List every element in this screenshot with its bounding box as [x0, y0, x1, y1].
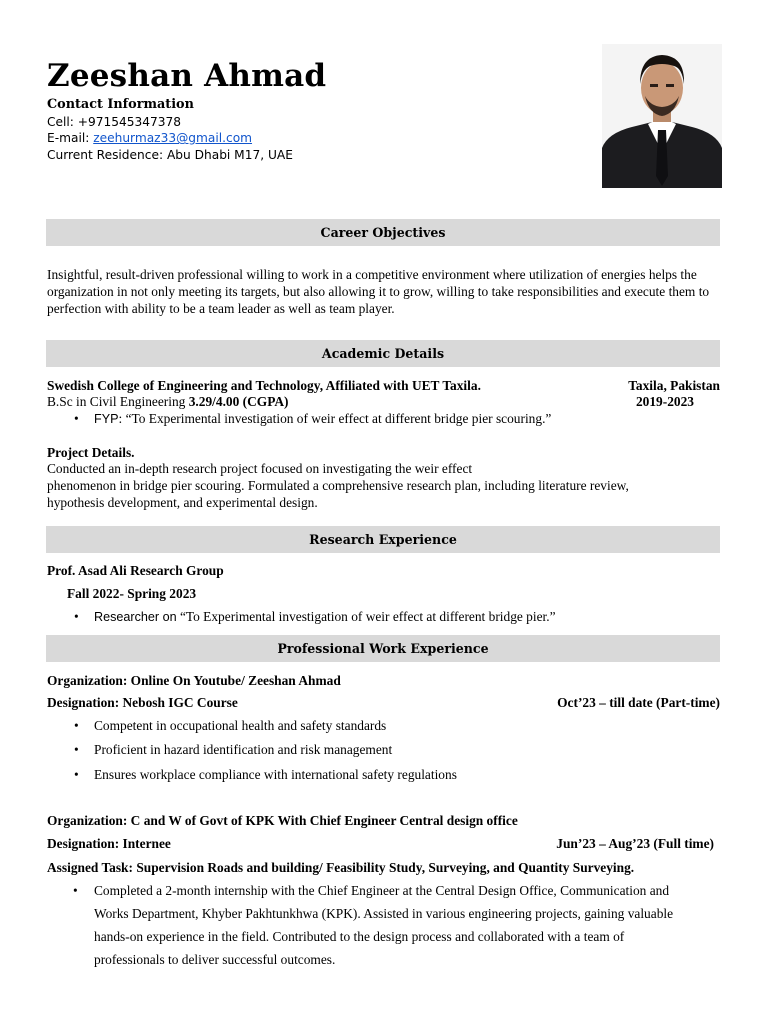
bullet-icon: • [74, 767, 79, 782]
research-group: Prof. Asad Ali Research Group [47, 563, 224, 578]
project-heading: Project Details. [47, 445, 135, 460]
research-role-item [74, 609, 556, 625]
candidate-name: Zeeshan Ahmad [47, 58, 327, 94]
bullet-icon: • [74, 609, 79, 624]
job1-organization: Organization: Online On Youtube/ Zeeshan Ahmad [47, 673, 341, 688]
cell-number: Cell: +971545347378 [47, 114, 182, 129]
job2-bullet-line: Works Department, Khyber Pakhtunkhwa (KPK). Assisted in various engineering projects, gaining valuable [94, 906, 674, 921]
job2-bullet [73, 879, 720, 971]
job2-organization: Organization: C and W of Govt of KPK With Chief Engineer Central design office [47, 813, 518, 828]
email-line [47, 130, 293, 147]
job2-task: Assigned Task: Supervision Roads and building/ Feasibility Study, Surveying, and Quantity Surveying. [47, 860, 635, 875]
job2-bullet-line: hands-on experience in the field. Contributed to the design process and collaborated with a team of [94, 929, 625, 944]
job1-bullet-text: Ensures workplace compliance with international safety regulations [94, 767, 457, 782]
bullet-icon: • [74, 411, 79, 426]
fyp-label: FYP [94, 412, 119, 426]
research-role-text: “To Experimental investigation of weir effect at different bridge pier.” [176, 609, 556, 624]
degree-name: B.Sc in Civil Engineering [47, 394, 189, 409]
job2-designation: Designation: Internee [47, 836, 171, 851]
fyp-title: : “To Experimental investigation of weir effect at different bridge pier scouring.” [118, 411, 552, 426]
degree-row [47, 394, 720, 410]
fyp-item [74, 411, 552, 427]
job1-bullet-text: Competent in occupational health and safety standards [94, 718, 387, 733]
project-line: phenomenon in bridge pier scouring. Formulated a comprehensive research plan, including literature review, [47, 478, 629, 493]
job1-bullet [74, 718, 387, 734]
section-professional-work-experience: Professional Work Experience [46, 635, 720, 662]
section-academic-details: Academic Details [46, 340, 720, 367]
profile-photo [602, 44, 722, 188]
job1-bullet [74, 767, 457, 783]
job1-designation-row [47, 695, 720, 711]
bullet-icon: • [73, 883, 78, 898]
bullet-icon: • [74, 718, 79, 733]
study-years: 2019-2023 [635, 394, 694, 409]
career-objective-text: Insightful, result-driven professional willing to work in a competitive environment where utilization of energies helps the organization in not only meeting its targets, but also allowing it to grow, willing to take responsibilities and execute them to perfection with ability to be a team leader as well as team player. [47, 267, 710, 316]
college-location: Taxila, Pakistan [628, 378, 720, 393]
section-career-objectives: Career Objectives [46, 219, 720, 246]
job1-bullet [74, 742, 393, 758]
job1-bullet-text: Proficient in hazard identification and risk management [94, 742, 393, 757]
job2-bullet-line: professionals to deliver successful outcomes. [94, 952, 336, 967]
job2-designation-row [47, 836, 714, 852]
email-link[interactable]: zeehurmaz33@gmail.com [93, 131, 253, 146]
contact-heading: Contact Information [47, 97, 194, 112]
residence: Current Residence: Abu Dhabi M17, UAE [47, 147, 293, 162]
contact-block [47, 97, 293, 163]
project-line: Conducted an in-depth research project focused on investigating the weir effect [47, 461, 473, 476]
research-role: Researcher on [94, 610, 177, 624]
college-name: Swedish College of Engineering and Technology, Affiliated with UET Taxila. [47, 378, 481, 393]
cgpa: 3.29/4.00 (CGPA) [188, 394, 289, 409]
bullet-icon: • [74, 742, 79, 757]
section-research-experience: Research Experience [46, 526, 720, 553]
project-description [47, 460, 722, 511]
job2-dates: Jun’23 – Aug’23 (Full time) [556, 836, 714, 851]
email-label: E-mail: [47, 131, 94, 146]
research-term: Fall 2022- Spring 2023 [67, 586, 197, 601]
project-line: hypothesis development, and experimental design. [47, 495, 318, 510]
job1-dates: Oct’23 – till date (Part-time) [557, 695, 720, 710]
college-row [47, 378, 720, 394]
job2-bullet-line: Completed a 2-month internship with the Chief Engineer at the Central Design Office, Communication and [94, 883, 670, 898]
job1-designation: Designation: Nebosh IGC Course [47, 695, 238, 710]
degree-line [47, 394, 289, 410]
